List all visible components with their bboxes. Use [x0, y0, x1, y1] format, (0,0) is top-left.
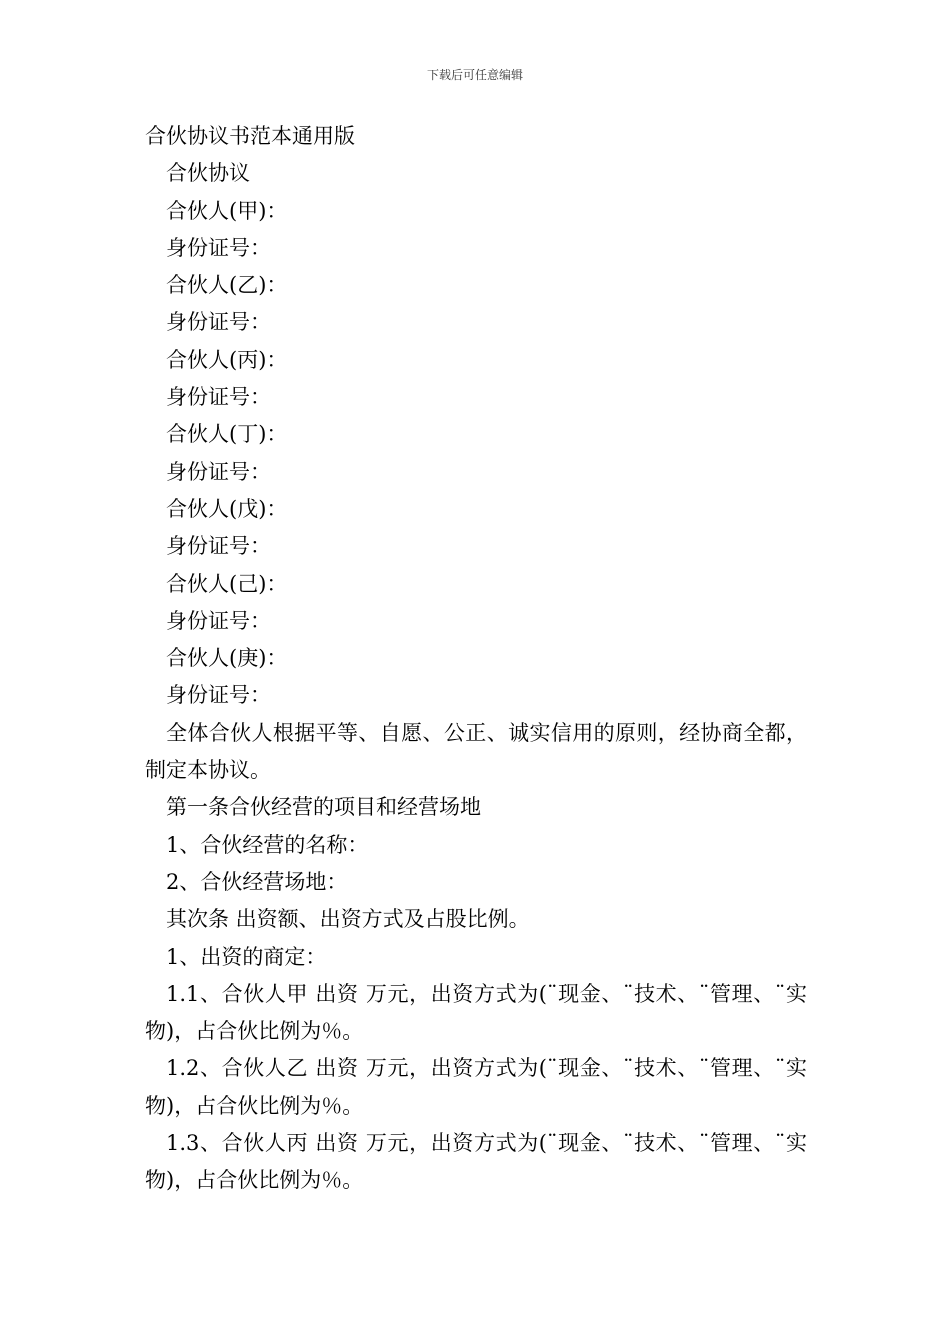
article-1-item-1: 1、合伙经营的名称：: [166, 832, 369, 857]
partner-a-label: 合伙人(甲)：: [166, 198, 288, 223]
partner-b-label: 合伙人(乙)：: [166, 273, 288, 298]
partner-e-label: 合伙人(戊)：: [166, 496, 288, 521]
partner-g-label: 合伙人(庚)：: [166, 646, 288, 671]
article-1-item-2: 2、合伙经营场地：: [166, 869, 348, 894]
clause-1-3: 1.3、合伙人丙 出资 万元，出资方式为(¨现金、¨技术、¨管理、¨实物)，占合伙比例为％。: [145, 1131, 807, 1193]
article-2-title: 其次条 出资额、出资方式及占股比例。: [166, 907, 530, 932]
agreement-heading: 合伙协议: [166, 161, 250, 186]
article-2-item-1: 1、出资的商定：: [166, 944, 327, 969]
document-title: 合伙协议书范本通用版: [145, 124, 355, 148]
partner-g-id-label: 身份证号：: [166, 683, 271, 708]
partner-c-label: 合伙人(丙)：: [166, 347, 288, 372]
partner-d-id-label: 身份证号：: [166, 459, 271, 484]
partner-c-id-label: 身份证号：: [166, 385, 271, 410]
partner-b-id-label: 身份证号：: [166, 310, 271, 335]
partner-d-label: 合伙人(丁)：: [166, 422, 288, 447]
clause-1-2: 1.2、合伙人乙 出资 万元，出资方式为(¨现金、¨技术、¨管理、¨实物)，占合伙比例为％。: [145, 1056, 807, 1118]
article-1-title: 第一条合伙经营的项目和经营场地: [166, 795, 481, 820]
clause-1-1: 1.1、合伙人甲 出资 万元，出资方式为(¨现金、¨技术、¨管理、¨实物)，占合伙比例为％。: [145, 981, 807, 1044]
partner-f-id-label: 身份证号：: [166, 608, 271, 633]
header-note: 下载后可任意编辑: [426, 68, 523, 82]
document-body: [145, 118, 807, 1200]
partner-a-id-label: 身份证号：: [166, 235, 271, 260]
principle-paragraph: 全体合伙人根据平等、自愿、公正、诚实信用的原则，经协商全都，制定本协议。: [145, 720, 807, 783]
partner-e-id-label: 身份证号：: [166, 534, 271, 559]
partner-f-label: 合伙人(己)：: [166, 571, 288, 596]
